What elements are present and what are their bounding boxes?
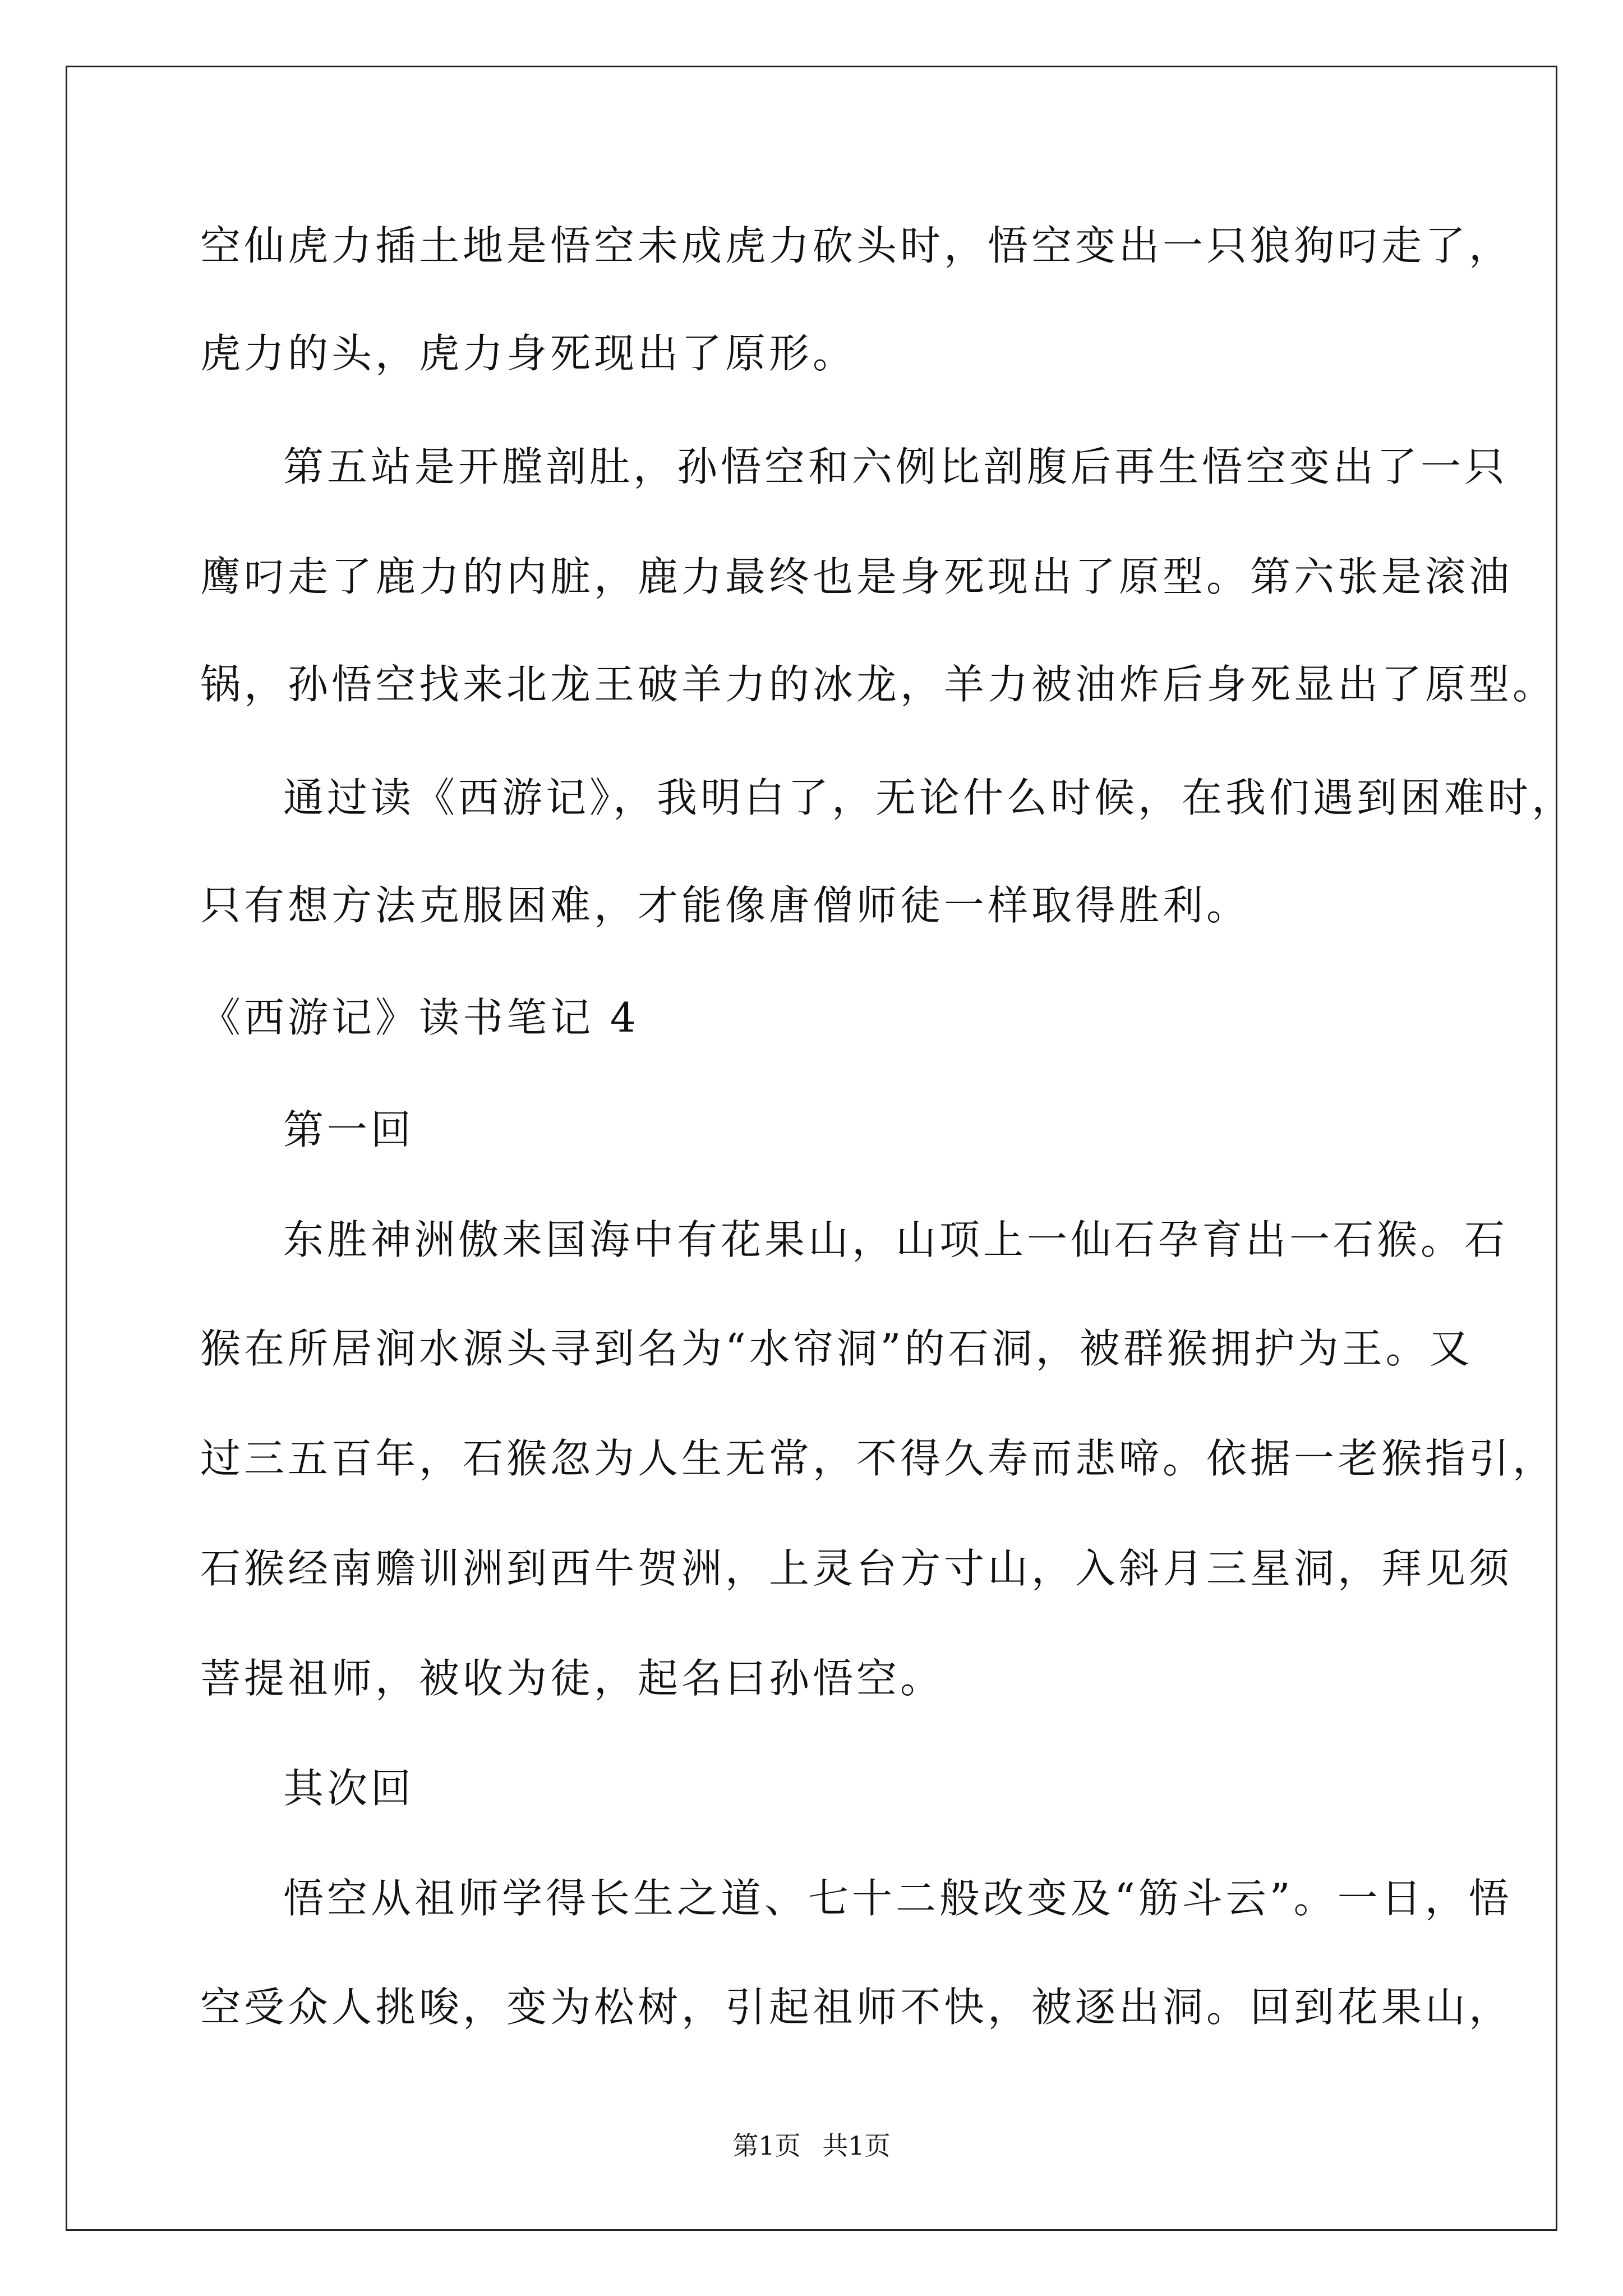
paragraph-line: 悟空从祖师学得长生之道、七十二般改变及“筋斗云”。一日，悟 (283, 1875, 1513, 1922)
page-number: 第1页 (732, 2131, 801, 2161)
paragraph-line: 东胜神洲傲来国海中有花果山，山项上一仙石孕育出一石猴。石 (283, 1216, 1509, 1263)
page-footer (0, 2129, 1623, 2162)
text-line: 只有想方法克服困难，才能像唐僧师徒一样取得胜利。 (200, 882, 1251, 929)
text-line: 石猴经南赡训洲到西牛贺洲，上灵台方寸山，入斜月三星洞，拜见须 (200, 1545, 1513, 1592)
section-heading: 《西游记》读书笔记 4 (200, 994, 639, 1041)
chapter-heading: 第一回 (283, 1106, 415, 1153)
text-line: 空仙虎力插土地是悟空未成虎力砍头时，悟空变出一只狼狗叼走了， (200, 222, 1513, 269)
text-line: 猴在所居涧水源头寻到名为“水帘洞”的石洞，被群猴拥护为王。又 (200, 1325, 1473, 1372)
text-line: 虎力的头，虎力身死现出了原形。 (200, 330, 857, 377)
chapter-heading: 其次回 (283, 1765, 415, 1812)
text-line: 空受众人挑唆，变为松树，引起祖师不快，被逐出洞。回到花果山， (200, 1984, 1513, 2031)
page-total: 共1页 (822, 2131, 891, 2161)
text-line: 过三五百年，石猴忽为人生无常，不得久寿而悲啼。依据一老猴指引， (200, 1435, 1557, 1482)
text-line: 菩提祖师，被收为徒，起名曰孙悟空。 (200, 1655, 944, 1702)
paragraph-line: 通过读《西游记》，我明白了，无论什么时候，在我们遇到困难时， (283, 774, 1576, 821)
paragraph-line: 第五站是开膛剖肚，孙悟空和六例比剖腹后再生悟空变出了一只 (283, 443, 1509, 490)
text-line: 鹰叼走了鹿力的内脏，鹿力最终也是身死现出了原型。第六张是滚油 (200, 553, 1513, 600)
text-line: 锅，孙悟空找来北龙王破羊力的冰龙，羊力被油炸后身死显出了原型。 (200, 661, 1557, 708)
